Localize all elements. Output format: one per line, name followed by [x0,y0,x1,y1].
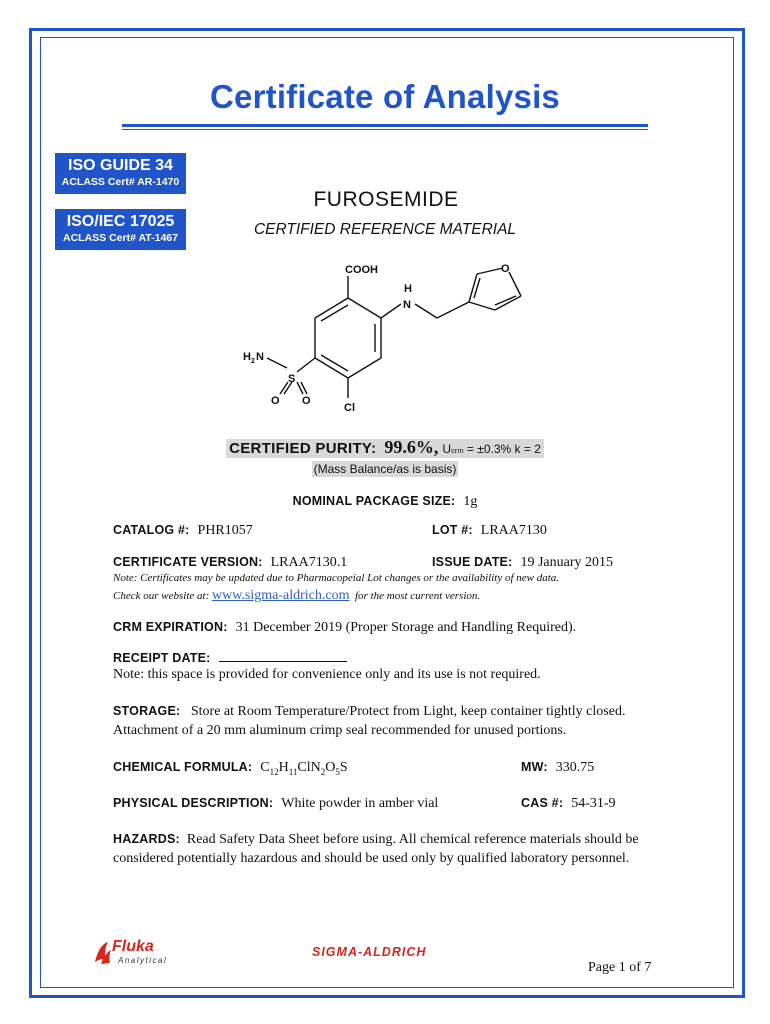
purity-basis-text: (Mass Balance/as is basis) [313,462,457,476]
formula-label: CHEMICAL FORMULA: [113,760,253,774]
sigma-aldrich-logo: SIGMA-ALDRICH [312,945,427,959]
lot-value: LRAA7130 [480,523,547,538]
formula-value [260,760,347,775]
lot-label: LOT #: [432,523,473,537]
update-note: Note: Certificates may be updated due to Pharmacopeial Lot changes or the availability of new data. [113,572,560,584]
bond [469,274,477,302]
bond [297,358,315,372]
h2n-n-label: N [256,351,264,363]
physical-label: PHYSICAL DESCRIPTION: [113,796,274,810]
website-link[interactable]: www.sigma-aldrich.com [211,588,350,603]
uncertainty [442,442,540,456]
sulfur-label: S [288,373,296,385]
hazards [113,830,673,868]
purity-value: 99.6%, [384,437,439,457]
physical-description [113,794,438,812]
cas-number [521,794,616,812]
certificate-version [113,553,347,571]
certified-purity [0,437,770,458]
product-name: FUROSEMIDE [313,188,459,211]
bond [280,382,288,394]
cert-version-label: CERTIFICATE VERSION: [113,555,263,569]
catalog-value: PHR1057 [197,523,253,538]
cas-value: 54-31-9 [571,796,616,811]
chemical-formula [113,758,348,777]
chlorine-label: Cl [344,402,355,414]
cert-version-value: LRAA7130.1 [270,555,348,570]
fluka-subtitle: Analytical [118,956,168,965]
bond [469,302,495,310]
product-subtitle: CERTIFIED REFERENCE MATERIAL [253,221,517,238]
purity-highlight [226,439,544,458]
receipt-label: RECEIPT DATE: [113,651,211,665]
formula-h-count: 11 [288,766,298,777]
purity-label: CERTIFIED PURITY: [229,440,377,457]
receipt-date-field[interactable] [219,649,347,662]
iso-iec-badge [55,209,186,250]
storage-label: STORAGE: [113,704,181,718]
bond [509,272,521,296]
cooh-label: COOH [345,264,378,276]
n-label: N [403,299,411,311]
bond [348,298,381,318]
fluka-logo [92,938,182,968]
formula-c-count: 12 [269,766,279,777]
bond [267,358,287,368]
oxygen-label: O [271,395,280,407]
crm-expiration-label: CRM EXPIRATION: [113,620,228,634]
iso-guide-badge [55,153,186,194]
badge-title: ISO GUIDE 34 [68,157,173,174]
badge-cert: ACLASS Cert# AT-1467 [63,232,178,244]
page-title: Certificate of Analysis [210,78,560,115]
storage-value: Store at Room Temperature/Protect from Light, keep container tightly closed. Attachment of a 20 mm aluminum crimp seal recommended for unused portions. [113,704,626,738]
furan-o-label: O [501,263,510,275]
uncertainty-value: = ±0.3% k = 2 [463,442,541,456]
mw-label: MW: [521,760,548,774]
chemical-structure [225,258,545,418]
package-label: NOMINAL PACKAGE SIZE: [292,494,456,508]
bond [348,358,381,378]
fluka-wordmark: Fluka [112,938,154,955]
cas-label: CAS #: [521,796,564,810]
oxygen-label: O [302,395,311,407]
h2n-h-label: H [243,351,251,363]
mw-value: 330.75 [555,760,595,775]
formula-n-count: 2 [320,766,326,777]
page-number: Page 1 of 7 [588,960,652,975]
formula-o: O [325,760,336,775]
hazards-value: Read Safety Data Sheet before using. All chemical reference materials should be considered potentially hazardous and should be used only by qualified laboratory personnel. [113,832,639,866]
formula-c: C [260,760,270,775]
issue-date-value: 19 January 2015 [520,555,613,570]
lot-number [432,521,547,539]
package-value: 1g [463,494,478,509]
bond [415,304,437,318]
formula-h: H [278,760,289,775]
bond [437,302,469,318]
badge-title: ISO/IEC 17025 [66,213,175,230]
website-note-post: for the most current version. [354,590,481,602]
title-rule [122,124,648,127]
uncertainty-sub: crm [451,446,464,455]
title-rule-thin [122,129,648,130]
formula-cln: ClN [297,760,321,775]
formula-o-count: 5 [335,766,340,777]
bond [381,304,401,318]
issue-date [432,553,613,571]
bond [321,355,348,371]
badge-cert: ACLASS Cert# AR-1470 [61,176,180,188]
hazards-label: HAZARDS: [113,832,180,846]
package-size [0,492,770,510]
molecular-weight [521,758,594,776]
bond [477,268,503,274]
purity-basis [0,460,770,478]
bond [321,305,348,321]
storage [113,702,673,740]
issue-date-label: ISSUE DATE: [432,555,513,569]
receipt-note: Note: this space is provided for convenience only and its use is not required. [113,667,541,682]
h-label: H [404,283,412,295]
website-note [113,588,480,604]
catalog-label: CATALOG #: [113,523,190,537]
uncertainty-u: U [442,442,452,456]
catalog-number [113,521,253,539]
physical-value: White powder in amber vial [281,796,439,811]
h2n-sub-label: 2 [251,358,255,365]
website-note-pre: Check our website at: [113,590,210,602]
formula-s: S [339,760,348,775]
crm-expiration [113,618,576,636]
crm-expiration-value: 31 December 2019 (Proper Storage and Handling Required). [235,620,577,635]
